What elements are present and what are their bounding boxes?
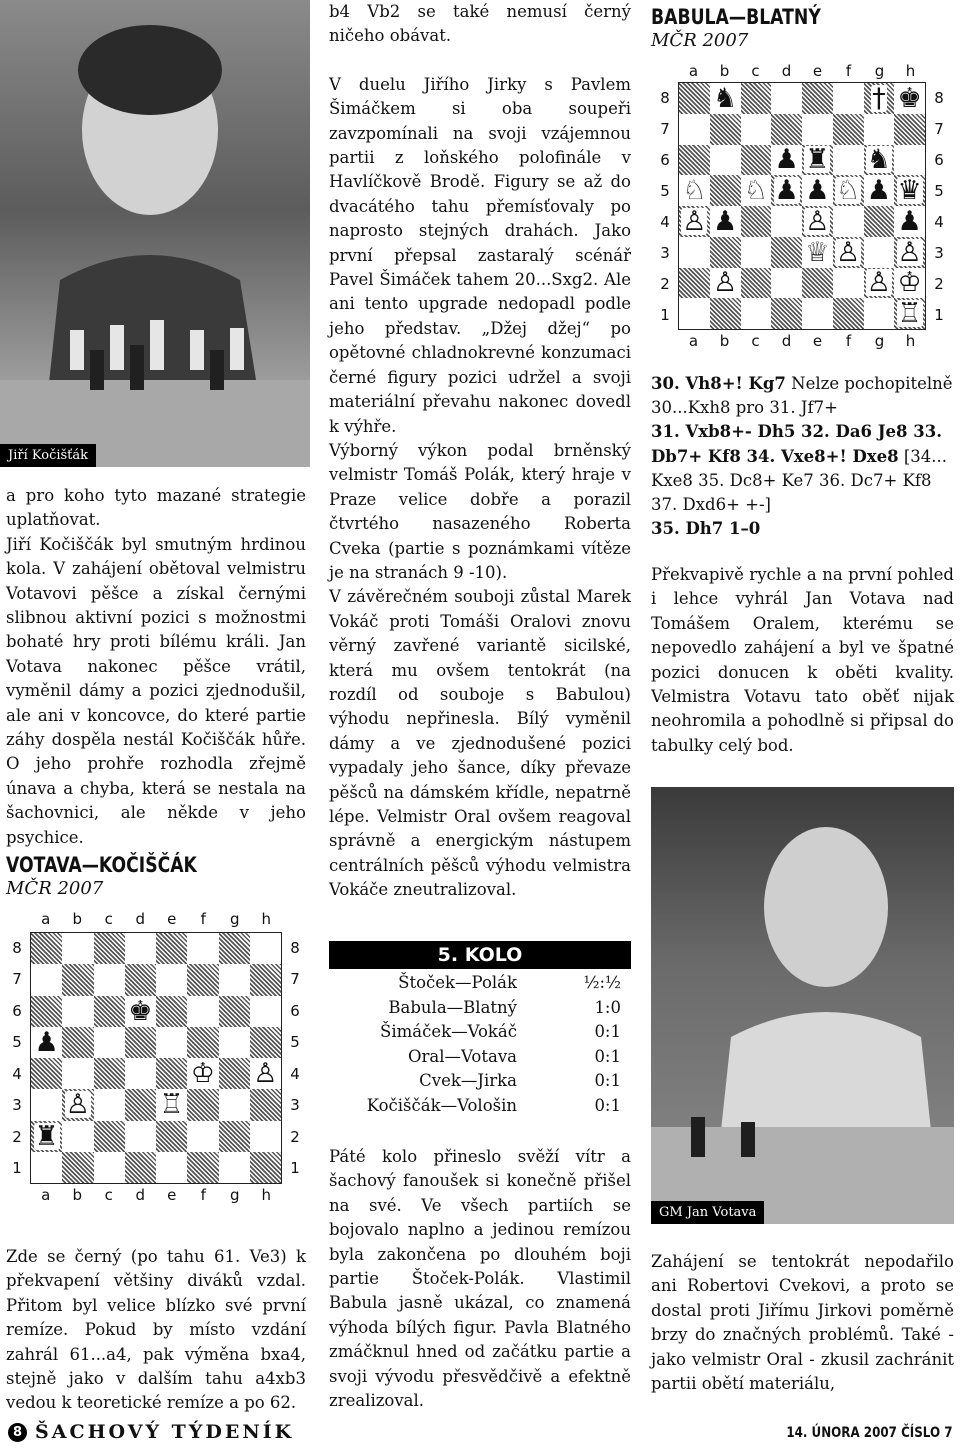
result-score: 0:1 [594, 1095, 621, 1115]
square-c5 [94, 1027, 125, 1058]
square-c4 [94, 1058, 125, 1089]
file-label: h [261, 910, 271, 928]
rank-label: 1 [12, 1159, 22, 1178]
rank-label: 5 [290, 1033, 300, 1052]
move-main: 35. Dh7 1–0 [651, 519, 761, 539]
rank-label: 8 [12, 938, 22, 957]
file-label: h [905, 62, 916, 80]
file-label: a [41, 1186, 51, 1204]
chess-piece-g8: † [872, 83, 886, 114]
result-score: 0:1 [594, 1046, 621, 1066]
chessboard [678, 82, 926, 330]
round-results-box [329, 941, 631, 1119]
chess-piece-b2: ♙ [713, 267, 738, 299]
result-row [329, 1069, 631, 1094]
chess-piece-h4: ♙ [253, 1058, 278, 1090]
player-photo-illustration [0, 0, 310, 467]
rank-label: 2 [290, 1127, 300, 1146]
move-note: Nelze pochopitelně 30...Kxh8 pro 31. Jf7+ [651, 374, 953, 418]
chess-piece-e6: ♜ [805, 144, 830, 176]
square-h3 [250, 1089, 281, 1120]
move-note: [34... Kxe8 35. Dc8+ Ke7 36. Dc7+ Kf8 37. Dxd6+ +-] [651, 446, 947, 515]
square-e5 [802, 175, 833, 206]
board-files-top [30, 910, 282, 928]
square-f7 [187, 964, 218, 995]
file-label: e [812, 62, 823, 80]
square-a3 [31, 1089, 62, 1120]
game1-note: Zde se černý (po tahu 61. Ve3) k překvapení většiny diváků vzdal. Přitom byl velice blízko své první remíze. Pokud by místo vzdání zahrál 61...a4, pak výměna bxa4, stejně jako v dalším tahu a4xb3 vedou k teoretické remíze a po 62. [6, 1247, 306, 1413]
file-label: c [104, 1186, 113, 1204]
square-g2 [219, 1121, 250, 1152]
rank-label: 7 [660, 119, 670, 138]
square-a2 [679, 268, 710, 299]
chess-piece-g5: ♟ [866, 175, 891, 206]
rank-label: 4 [12, 1064, 22, 1083]
square-e7 [802, 114, 833, 145]
left-article-text [6, 484, 306, 850]
result-score: 1:0 [594, 997, 621, 1017]
square-g1 [864, 298, 895, 329]
square-d3 [125, 1089, 156, 1120]
square-b7 [62, 964, 93, 995]
middle-bottom-text: Páté kolo přineslo svěží vítr a šachový fanoušek si konečně přišel na své. Ve všech partiích se bojovalo naplno a jedinou remízou byla zakončena po dlouhém boji partie Štoček-Polák. Vlastimil Babula jasně ukázal, co znamená výhoda bílých figur. Pavla Blatného zmáčknul hned od začátku partie a svoji vývodu přesvědčivě a efektně zrealizoval. [329, 1147, 631, 1411]
square-f7 [833, 114, 864, 145]
rank-label: 1 [934, 305, 944, 324]
chess-piece-f5: ♘ [836, 175, 861, 206]
chess-piece-e5: ♟ [805, 175, 830, 206]
square-e4 [802, 206, 833, 237]
square-e5 [156, 1027, 187, 1058]
square-a5 [679, 175, 710, 206]
square-a6 [679, 145, 710, 176]
chess-diagram-votava-kociscak [0, 910, 310, 1220]
issue-info: 14. ÚNORA 2007 ČÍSLO 7 [785, 1425, 952, 1441]
square-f3 [833, 237, 864, 268]
square-a8 [679, 83, 710, 114]
rank-label: 2 [12, 1127, 22, 1146]
file-label: a [688, 332, 699, 350]
result-score: ½:½ [583, 973, 621, 992]
square-d7 [125, 964, 156, 995]
photo-caption: Jiří Kočišťák [0, 444, 96, 467]
rank-label: 2 [660, 274, 670, 293]
square-h1 [250, 1152, 281, 1183]
board-ranks-right [284, 932, 306, 1184]
rank-label: 5 [660, 181, 670, 200]
chess-piece-f3: ♙ [836, 236, 861, 268]
photo-jan-votava [651, 787, 954, 1224]
square-e3 [156, 1089, 187, 1120]
square-f6 [187, 996, 218, 1027]
square-f8 [833, 83, 864, 114]
chess-piece-h2: ♔ [897, 267, 922, 299]
chess-piece-g6: ♞ [866, 144, 891, 176]
result-pair: Babula—Blatný [388, 997, 517, 1017]
file-label: h [261, 1186, 271, 1204]
square-b2 [710, 268, 741, 299]
file-label: d [135, 910, 146, 928]
square-g5 [864, 175, 895, 206]
square-c5 [741, 175, 772, 206]
square-c8 [94, 933, 125, 964]
file-label: h [905, 332, 916, 350]
square-d2 [771, 268, 802, 299]
square-c1 [94, 1152, 125, 1183]
square-h2 [894, 268, 925, 299]
square-a7 [679, 114, 710, 145]
chess-piece-d5: ♟ [774, 175, 799, 206]
rank-label: 8 [290, 938, 300, 957]
result-row [329, 1094, 631, 1119]
square-b4 [710, 206, 741, 237]
square-c4 [741, 206, 772, 237]
square-e2 [156, 1121, 187, 1152]
square-b8 [62, 933, 93, 964]
file-label: c [751, 62, 760, 80]
square-f8 [187, 933, 218, 964]
rank-label: 3 [660, 243, 670, 262]
square-e6 [802, 145, 833, 176]
file-label: e [167, 1186, 177, 1204]
file-label: d [781, 332, 792, 350]
file-label: a [688, 62, 699, 80]
right-article-text: Překvapivě rychle a na první pohled i lehce vyhrál Jan Votava nad Tomášem Oralem, kterému se nepovedlo zahájení a byl ve špatné pozici donucen k oběti kvality. Velmistra Votavu tato oběť nijak neohromila a pohodlně si připsal do tabulky celý bod. [651, 565, 954, 755]
square-a7 [31, 964, 62, 995]
square-b6 [62, 996, 93, 1027]
chess-piece-b4: ♟ [713, 206, 738, 237]
square-h6 [894, 145, 925, 176]
chess-piece-h4: ♟ [897, 206, 922, 237]
board-ranks-left [6, 932, 28, 1184]
square-a1 [31, 1152, 62, 1183]
rank-label: 5 [12, 1033, 22, 1052]
paragraph: a pro koho tyto mazané strategie uplatňovat. [6, 486, 306, 530]
square-b3 [710, 237, 741, 268]
file-label: g [229, 1186, 240, 1204]
footer-left [8, 1421, 294, 1443]
square-d6 [125, 996, 156, 1027]
square-h8 [250, 933, 281, 964]
file-label: f [845, 332, 852, 350]
chess-piece-a5: ♘ [682, 175, 707, 206]
square-c8 [741, 83, 772, 114]
file-label: c [751, 332, 760, 350]
chess-piece-e3: ♕ [805, 236, 830, 268]
square-c3 [94, 1089, 125, 1120]
middle-article-text [329, 0, 631, 903]
square-f2 [833, 268, 864, 299]
square-f2 [187, 1121, 218, 1152]
chess-diagram-babula-blatny [646, 62, 956, 362]
results-table [329, 971, 631, 1119]
result-pair: Šimáček—Vokáč [380, 1022, 517, 1042]
square-c2 [741, 268, 772, 299]
square-h5 [894, 175, 925, 206]
square-d5 [771, 175, 802, 206]
rank-label: 4 [290, 1064, 300, 1083]
square-e1 [802, 298, 833, 329]
square-h8 [894, 83, 925, 114]
game2-event: MČR 2007 [651, 30, 749, 51]
square-b4 [62, 1058, 93, 1089]
square-h5 [250, 1027, 281, 1058]
rank-label: 8 [660, 88, 670, 107]
result-row [329, 1045, 631, 1070]
square-b3 [62, 1089, 93, 1120]
rank-label: 2 [934, 274, 944, 293]
file-label: b [719, 62, 730, 80]
square-h7 [250, 964, 281, 995]
paragraph: Výborný výkon podal brněnský velmistr Tomáš Polák, který hraje v Praze velice dobře a porazil čtvrtého nasazeného Roberta Cveka (partie s poznámkami vítěze je na stranách 9 -10). [329, 440, 631, 582]
rank-label: 7 [12, 970, 22, 989]
square-c2 [94, 1121, 125, 1152]
square-a8 [31, 933, 62, 964]
chess-piece-a4: ♙ [682, 206, 707, 237]
square-f1 [187, 1152, 218, 1183]
result-row [329, 971, 631, 996]
file-label: g [874, 62, 885, 80]
square-b5 [710, 175, 741, 206]
magazine-name: ŠACHOVÝ TÝDENÍK [35, 1421, 295, 1443]
square-h7 [894, 114, 925, 145]
chess-piece-h1: ♖ [897, 298, 922, 329]
file-label: f [200, 910, 206, 928]
square-g4 [864, 206, 895, 237]
square-c6 [94, 996, 125, 1027]
square-c3 [741, 237, 772, 268]
chess-piece-h5: ♛ [897, 175, 922, 206]
file-label: f [200, 1186, 206, 1204]
square-e6 [156, 996, 187, 1027]
board-ranks-left [654, 82, 676, 330]
rank-label: 3 [12, 1096, 22, 1115]
file-label: g [874, 332, 885, 350]
square-a2 [31, 1121, 62, 1152]
square-d4 [771, 206, 802, 237]
rank-label: 5 [934, 181, 944, 200]
square-d7 [771, 114, 802, 145]
square-b2 [62, 1121, 93, 1152]
chess-piece-g2: ♙ [866, 267, 891, 299]
square-d2 [125, 1121, 156, 1152]
square-g8 [864, 83, 895, 114]
file-label: b [719, 332, 730, 350]
square-d3 [771, 237, 802, 268]
square-f1 [833, 298, 864, 329]
result-score: 0:1 [594, 1022, 621, 1042]
square-b1 [62, 1152, 93, 1183]
game1-event: MČR 2007 [6, 878, 104, 899]
rank-label: 1 [290, 1159, 300, 1178]
board-files-bottom [30, 1186, 282, 1204]
square-f4 [187, 1058, 218, 1089]
square-e4 [156, 1058, 187, 1089]
result-row [329, 996, 631, 1021]
chess-piece-c5: ♘ [743, 175, 768, 206]
square-f3 [187, 1089, 218, 1120]
chess-piece-a2: ♜ [34, 1120, 59, 1152]
rank-label: 6 [290, 1001, 300, 1020]
game2-title: BABULA—BLATNÝ [651, 5, 821, 29]
square-a3 [679, 237, 710, 268]
square-h6 [250, 996, 281, 1027]
rank-label: 7 [290, 970, 300, 989]
square-g6 [219, 996, 250, 1027]
chess-piece-e4: ♙ [805, 206, 830, 237]
square-g1 [219, 1152, 250, 1183]
file-label: a [41, 910, 51, 928]
rank-label: 7 [934, 119, 944, 138]
square-c7 [94, 964, 125, 995]
move-main: 31. Vxb8+- Dh5 32. Da6 Je8 33. Db7+ Kf8 34. Vxe8+! Dxe8 [651, 422, 942, 466]
file-label: c [104, 910, 113, 928]
square-g2 [864, 268, 895, 299]
square-g7 [219, 964, 250, 995]
file-label: e [167, 910, 177, 928]
square-a4 [679, 206, 710, 237]
square-d8 [125, 933, 156, 964]
result-pair: Štoček—Polák [398, 973, 517, 992]
square-a5 [31, 1027, 62, 1058]
chessboard [30, 932, 282, 1184]
square-g7 [864, 114, 895, 145]
square-e3 [802, 237, 833, 268]
file-label: f [845, 62, 852, 80]
photo-jiri-kociscak [0, 0, 310, 467]
square-g3 [864, 237, 895, 268]
chess-piece-b8: ♞ [713, 83, 738, 114]
square-d5 [125, 1027, 156, 1058]
file-label: b [72, 910, 83, 928]
chess-piece-h8: ♚ [897, 83, 922, 114]
square-d1 [125, 1152, 156, 1183]
square-e8 [802, 83, 833, 114]
file-label: d [135, 1186, 146, 1204]
game2-moves [651, 372, 954, 541]
board-files-top [678, 62, 926, 80]
paragraph: Jiří Kočiščák byl smutným hrdinou kola. V zahájení obětoval velmistru Votavovi pěšce a získal černými slibnou aktivní pozici s možnostmi bohaté hry proti bílému králi. Jan Votava nakonec pěšce vrátil, vyměnil dámy a pozici zjednodušil, ale ani v koncovce, do které partie záhy dospěla nestál Kočiščák hůře. O jeho prohře rozhodla zřejmě únava a chyba, která se nestala na šachovnici, ale někde v jeho psychice. [6, 534, 306, 847]
chess-piece-f4: ♔ [190, 1058, 215, 1090]
rank-label: 3 [290, 1096, 300, 1115]
square-e2 [802, 268, 833, 299]
result-pair: Cvek—Jirka [419, 1071, 517, 1091]
square-d6 [771, 145, 802, 176]
rank-label: 6 [934, 150, 944, 169]
square-f5 [833, 175, 864, 206]
rank-label: 6 [660, 150, 670, 169]
chess-piece-b3: ♙ [65, 1089, 90, 1121]
square-f5 [187, 1027, 218, 1058]
move-main: 30. Vh8+! Kg7 [651, 374, 786, 393]
file-label: e [812, 332, 823, 350]
square-c6 [741, 145, 772, 176]
square-h1 [894, 298, 925, 329]
file-label: b [72, 1186, 83, 1204]
square-e8 [156, 933, 187, 964]
square-g5 [219, 1027, 250, 1058]
rank-label: 8 [934, 88, 944, 107]
result-pair: Kočiščák—Vološin [366, 1095, 517, 1115]
square-g8 [219, 933, 250, 964]
square-a4 [31, 1058, 62, 1089]
square-h3 [894, 237, 925, 268]
square-c7 [741, 114, 772, 145]
square-d8 [771, 83, 802, 114]
square-d1 [771, 298, 802, 329]
square-h2 [250, 1121, 281, 1152]
square-e1 [156, 1152, 187, 1183]
file-label: d [781, 62, 792, 80]
photo-caption: GM Jan Votava [651, 1201, 764, 1224]
chess-piece-a5: ♟ [34, 1026, 59, 1058]
square-d4 [125, 1058, 156, 1089]
square-h4 [250, 1058, 281, 1089]
result-row [329, 1020, 631, 1045]
player-photo-illustration [651, 787, 954, 1224]
square-g6 [864, 145, 895, 176]
rank-label: 1 [660, 305, 670, 324]
right-bottom-text: Zahájení se tentokrát nepodařilo ani Robertovi Cvekovi, a proto se dostal proti Jiřímu Jirkovi poměrně brzy do značných problémů. Také - jako velmistr Oral - zkusil zachránit partii obětí materiálu, [651, 1252, 954, 1394]
rank-label: 3 [934, 243, 944, 262]
square-g4 [219, 1058, 250, 1089]
square-a6 [31, 996, 62, 1027]
square-f6 [833, 145, 864, 176]
square-b8 [710, 83, 741, 114]
board-ranks-right [928, 82, 950, 330]
paragraph: V závěrečném souboji zůstal Marek Vokáč proti Tomáši Oralovi znovu věrný zavřené variantě sicilské, která mu ovšem tentokrát (na rozdíl od souboje s Babulou) výhodu nepřinesla. Bílý vyměnil dámy a ve zjednodušené pozici vypadaly jeho šance, díky převaze pěšců na dámském křídle, nepatrně lépe. Velmistr Oral ovšem reagoval správně a energickým nástupem centrálních pěšců výhodu velmistra Vokáče zneutralizoval. [329, 587, 631, 900]
board-files-bottom [678, 332, 926, 350]
game1-title: VOTAVA—KOČIŠČÁK [6, 853, 197, 877]
square-b5 [62, 1027, 93, 1058]
chess-piece-d6: ♚ [128, 995, 153, 1027]
square-c1 [741, 298, 772, 329]
chess-piece-e3: ♖ [159, 1089, 184, 1121]
square-h4 [894, 206, 925, 237]
square-a1 [679, 298, 710, 329]
chess-piece-h3: ♙ [897, 236, 922, 268]
result-score: 0:1 [594, 1071, 621, 1091]
page-number: 8 [8, 1423, 27, 1442]
file-label: g [229, 910, 240, 928]
square-b7 [710, 114, 741, 145]
square-b1 [710, 298, 741, 329]
paragraph: b4 Vb2 se také nemusí černý ničeho obávat. [329, 2, 631, 46]
square-b6 [710, 145, 741, 176]
square-e7 [156, 964, 187, 995]
result-pair: Oral—Votava [408, 1046, 517, 1066]
chess-piece-d6: ♟ [774, 144, 799, 176]
paragraph: V duelu Jiřího Jirky s Pavlem Šimáčkem si oba soupeři zavzpomínali na svoji vzájemnou partii z loňského polofinále v Havlíčkově Brodě. Figury se až do dvacátého tahu přemísťovaly po naprosto stejných drahách. Jako první přepsal zastaralý scénář Pavel Šimáček tahem 20...Sxg2. Ale ani tento upgrade nedopadl podle jeho představ. „Džej džej“ po opětovné chladnokrevné konzumaci černé figury pozici udržel a svoji materiální převahu nakonec dovedl k výhře. [329, 74, 631, 436]
rank-label: 6 [12, 1001, 22, 1020]
round-title: 5. KOLO [329, 941, 631, 969]
square-g3 [219, 1089, 250, 1120]
rank-label: 4 [934, 212, 944, 231]
rank-label: 4 [660, 212, 670, 231]
square-f4 [833, 206, 864, 237]
